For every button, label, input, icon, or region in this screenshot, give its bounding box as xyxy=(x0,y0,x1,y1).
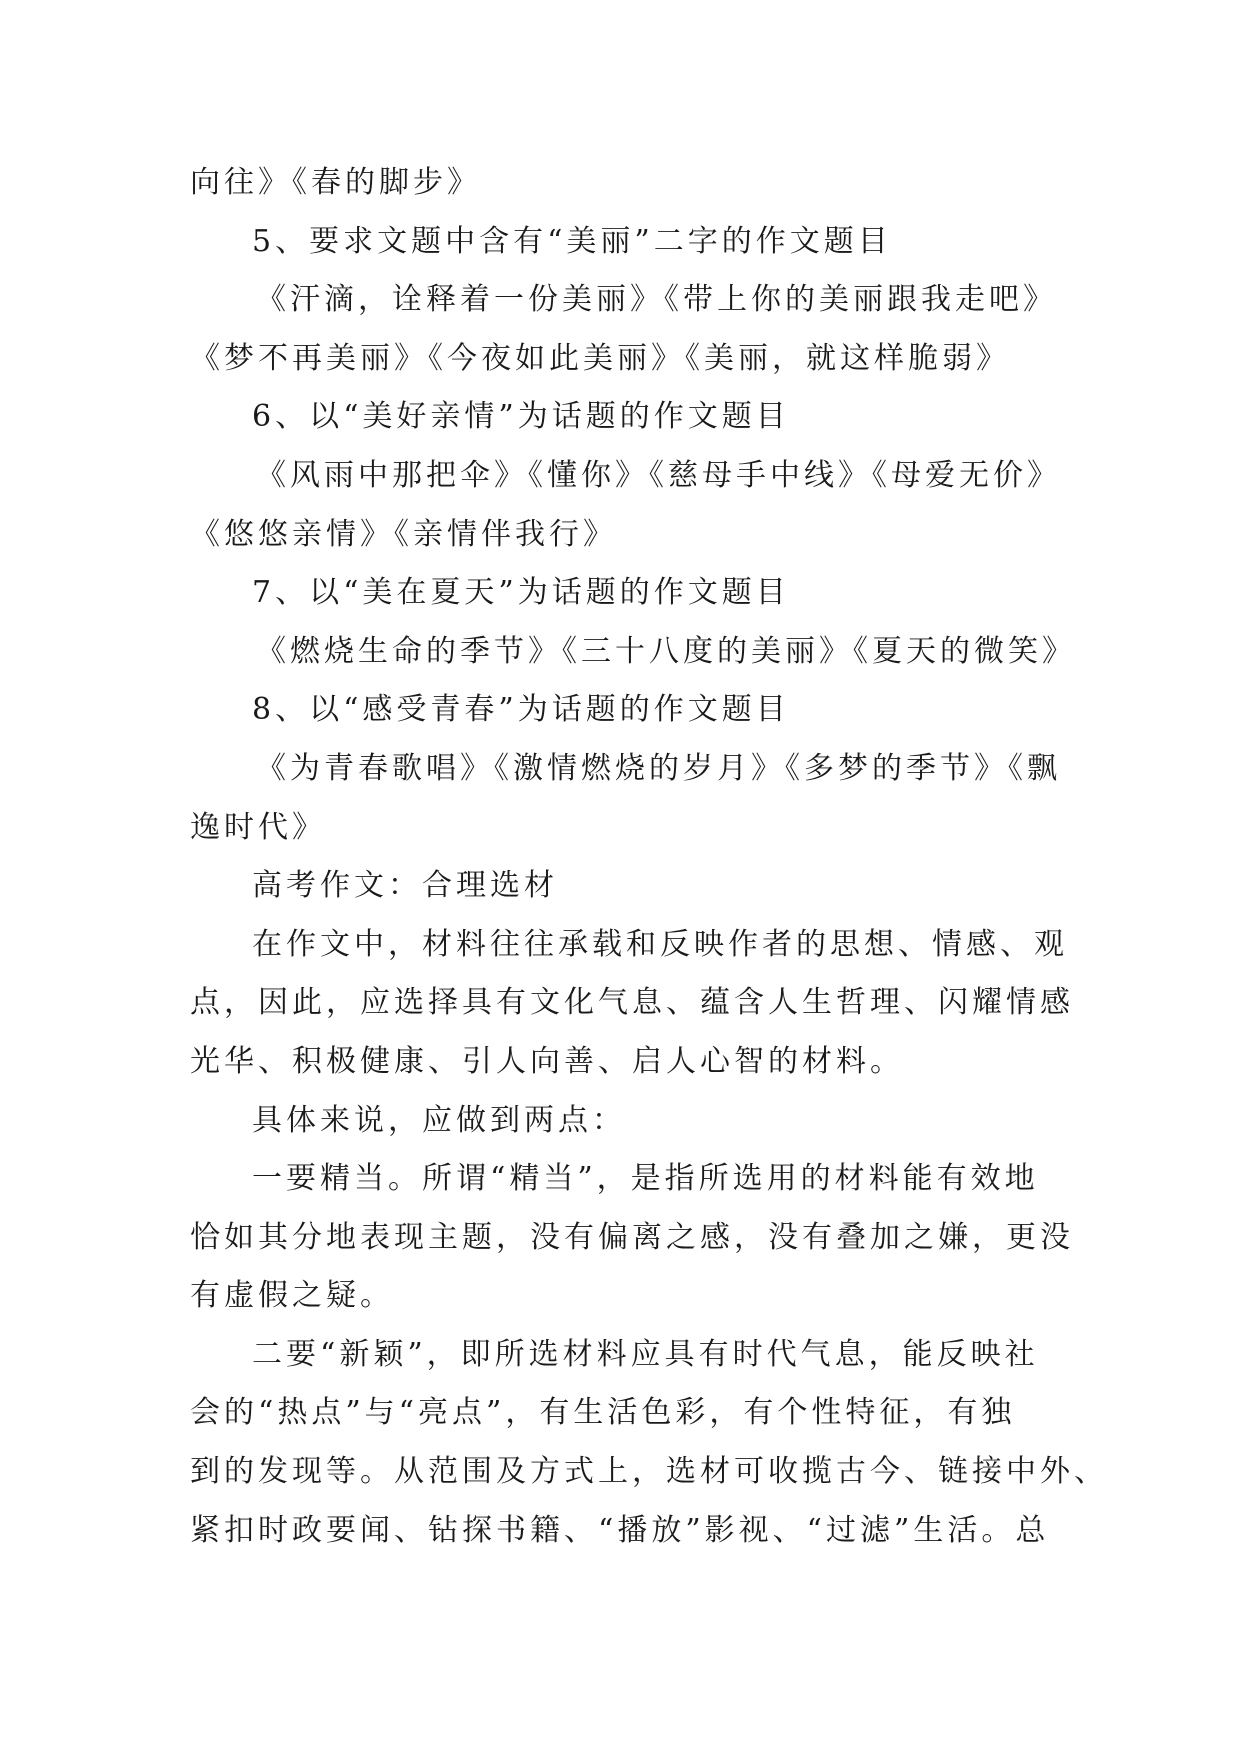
paragraph-line: 点，因此，应选择具有文化气息、蕴含人生哲理、闪耀情感 xyxy=(190,985,1074,1021)
title-list-line: 逸时代》 xyxy=(190,809,326,845)
paragraph-line: 光华、积极健康、引人向善、启人心智的材料。 xyxy=(190,1043,904,1079)
section-heading-8: 8、以“感受青春”为话题的作文题目 xyxy=(252,692,790,728)
paragraph-line: 紧扣时政要闻、钻探书籍、“播放”影视、“过滤”生活。总 xyxy=(190,1512,1050,1548)
paragraph-line: 一要精当。所谓“精当”，是指所选用的材料能有效地 xyxy=(252,1161,1039,1197)
text-line: 向往》《春的脚步》 xyxy=(190,165,481,200)
title-list-line: 《汗滴，诠释着一份美丽》《带上你的美丽跟我走吧》 xyxy=(256,282,1057,318)
document-body xyxy=(190,154,1108,1560)
title-list-line: 《燃烧生命的季节》《三十八度的美丽》《夏天的微笑》 xyxy=(256,633,1076,669)
paragraph-line: 具体来说，应做到两点： xyxy=(252,1102,626,1138)
title-list-line: 《梦不再美丽》《今夜如此美丽》《美丽，就这样脆弱》 xyxy=(190,340,1010,376)
title-list-line: 《悠悠亲情》《亲情伴我行》 xyxy=(190,516,617,552)
paragraph-line: 有虚假之疑。 xyxy=(190,1278,394,1314)
section-heading-5: 5、要求文题中含有“美丽”二字的作文题目 xyxy=(252,223,892,259)
paragraph-line: 恰如其分地表现主题，没有偏离之感，没有叠加之嫌，更没 xyxy=(190,1219,1074,1255)
paragraph-line: 在作文中，材料往往承载和反映作者的思想、情感、观 xyxy=(252,926,1068,962)
title-list-line: 《风雨中那把伞》《懂你》《慈母手中线》《母爱无价》 xyxy=(256,457,1061,493)
paragraph-line: 二要“新颖”，即所选材料应具有时代气息，能反映社 xyxy=(252,1336,1039,1372)
title-list-line: 《为青春歌唱》《激情燃烧的岁月》《多梦的季节》《飘 xyxy=(256,750,1061,786)
section-heading-7: 7、以“美在夏天”为话题的作文题目 xyxy=(252,575,790,611)
article-heading: 高考作文：合理选材 xyxy=(252,868,558,904)
section-heading-6: 6、以“美好亲情”为话题的作文题目 xyxy=(252,399,790,435)
paragraph-line: 到的发现等。从范围及方式上，选材可收揽古今、链接中外、 xyxy=(190,1454,1108,1490)
paragraph-line: 会的“热点”与“亮点”，有生活色彩，有个性特征，有独 xyxy=(190,1395,1016,1431)
